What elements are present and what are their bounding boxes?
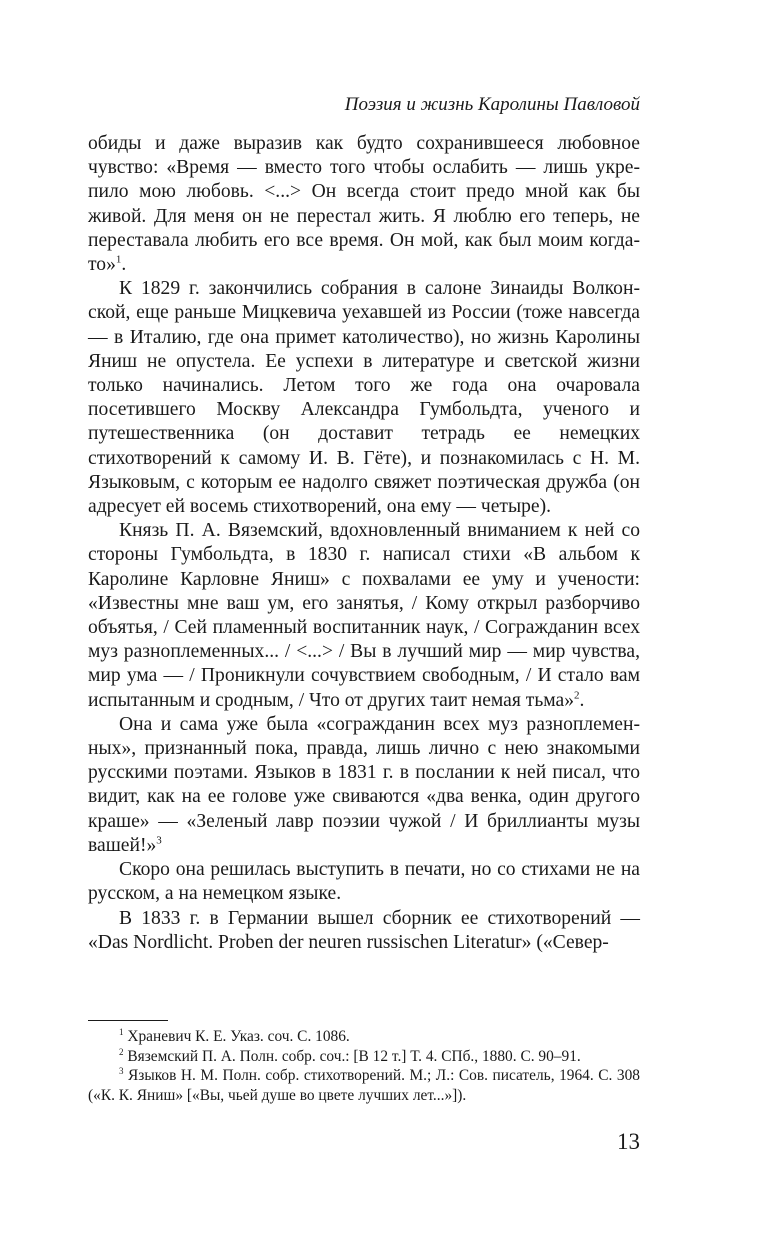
footnote-3: $^3$ Языков Н. М. Полн. собр. стихотворений. М.; Л.: Сов. писатель, 1964. С. 308 («К. К. Яниш» [«Вы, чьей душе во цвете лучших лет...»]). (88, 1066, 640, 1104)
paragraph-3: Князь П. А. Вяземский, вдохновленный вниманием к ней со стороны Гумбольдта, в 1830 г. написал стихи «В альбом к Каролине Карловне Яниш» с похвалами ее уму и учености: «Известны мне ваш ум, его занятья, / Кому открыл разборчиво объятья, / Сей пламенный воспитанник наук, / Согражданин всех муз разноплеменных... / <...> / Вы в лучший мир — мир чувства, мир ума — / Проникнули сочувствием свободным, / И стало вам испытанным и сродным, / Что от других таит немая тьма»$^2$. (88, 520, 640, 711)
paragraph-6: В 1833 г. в Германии вышел сборник ее стихотворений — «Das Nordlicht. Proben der neuren russischen Literatur» («Север- (88, 907, 640, 953)
running-head: Поэзия и жизнь Каролины Павловой (344, 94, 640, 115)
footnote-2: $^2$ Вяземский П. А. Полн. собр. соч.: [В 12 т.] Т. 4. СПб., 1880. С. 90–91. (119, 1046, 581, 1065)
footnote-ref-3[interactable]: 3 (156, 834, 162, 847)
footnote-divider (88, 1020, 168, 1021)
main-text (88, 132, 640, 955)
paragraph-2: К 1829 г. закончились собрания в салоне Зинаиды Волконской, еще раньше Мицкевича уехавшей из России (тоже навсегда — в Италию, где она примет католичество), но жизнь Каролины Яниш не опустела. Ее успехи в литературе и светской жизни только начинались. Летом того же года она очаровала посетившего Москву Александра Гумбольдта, ученого и путешественника (он доставит тетрадь ее немецких стихотворений к самому И. В. Гёте), и познакомилась с Н. М. Языковым, с которым ее надолго свяжет поэтическая дружба (он адресует ей восемь стихотворений, она ему — четыре). (88, 278, 640, 518)
footnote-ref-1[interactable]: 1 (115, 253, 122, 266)
paragraph-5: Скоро она решилась выступить в печати, но со стихами не на русском, а на немецком языке. (88, 859, 640, 905)
paragraph-1: обиды и даже выразив как будто сохранившееся любовное чувство: «Время — вместо того чтобы ослабить — лишь укрепило мою любовь. <...> Он всегда стоит предо мной как бы живой. Для меня он не перестал жить. Я люблю его теперь, не переставала любить его все время. Он мой, как был моим когда-то»$^1$. (88, 133, 640, 276)
footnote-1: $^1$ Храневич К. Е. Указ. соч. С. 1086. (119, 1026, 350, 1045)
footnote-ref-2[interactable]: 2 (574, 689, 580, 702)
footnotes (88, 1027, 640, 1105)
paragraph-4: Она и сама уже была «согражданин всех муз разноплеменных», признанный пока, правда, лишь лично с нею знакомыми русскими поэтами. Языков в 1831 г. в послании к ней писал, что видит, как на ее голове уже свиваются «два венка, один другого краше» — «Зеленый лавр поэзии чужой / И бриллианты музы вашей!»$^3$ (88, 713, 640, 856)
page-number: 13 (617, 1129, 640, 1154)
